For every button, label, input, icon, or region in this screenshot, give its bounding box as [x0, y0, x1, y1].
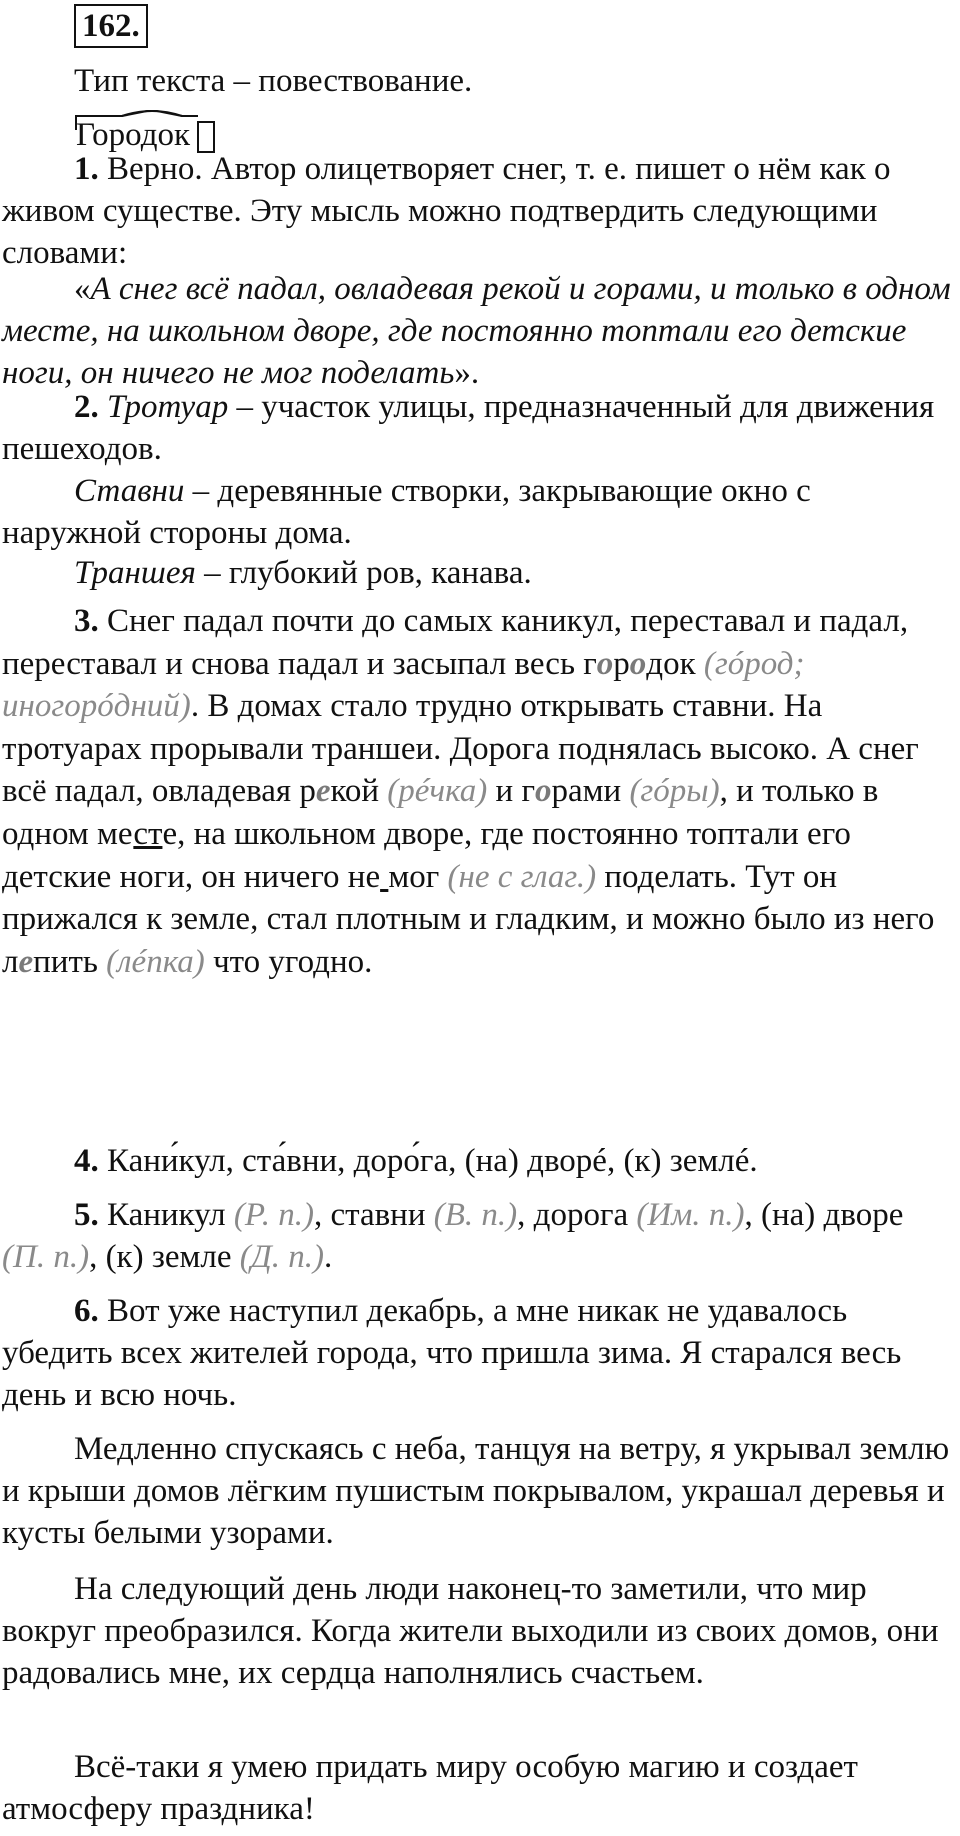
term-stavni-line	[2, 470, 952, 554]
answer-6-para-4: Всё-таки я умею придать миру особую магию и создает атмосферу праздника!	[2, 1749, 858, 1827]
term-trotuar: Тротуар	[107, 389, 229, 425]
case-note: (П. п.)	[2, 1239, 90, 1275]
answer-1-number: 1.	[74, 151, 99, 187]
title-word: Городок	[76, 117, 191, 153]
underlined-letters: ст	[133, 815, 163, 852]
vowel-mark: е	[18, 943, 34, 980]
check-word-note: (гóры)	[629, 773, 720, 810]
vowel-mark: о	[629, 645, 647, 682]
check-word-note: (лéпка)	[106, 943, 205, 980]
vowel-mark: е	[315, 773, 331, 810]
answer-5-word: , (на) дворе	[744, 1197, 904, 1233]
answer-1	[2, 148, 952, 274]
answer-3-number: 3.	[74, 603, 99, 639]
answer-3-text: Снег падал почти до самых каникул, переставал и падал, переставал и снова падал и засыпал весь г	[2, 603, 909, 682]
term-transheya-line	[2, 552, 952, 594]
answer-5	[2, 1194, 952, 1278]
answer-5-word: .	[324, 1239, 333, 1275]
answer-3	[2, 600, 952, 983]
check-word-note: (гóрод; иногорóдний)	[2, 645, 805, 725]
answer-3-text: пить	[33, 943, 107, 980]
answer-3-text: док	[646, 645, 704, 682]
term-transheya: Траншея	[74, 555, 196, 591]
check-word-note: (не с глаг.)	[447, 858, 597, 895]
answer-6	[2, 1290, 952, 1416]
answer-5-word: Каникул	[98, 1197, 234, 1233]
case-note: (Р. п.)	[233, 1197, 314, 1233]
answer-4-number: 4.	[74, 1143, 99, 1179]
answer-5-number: 5.	[74, 1197, 99, 1233]
answer-3-text: , и только в одном ме	[2, 773, 879, 852]
answer-3-text: е, на школьном дворе, где постоянно топтали его детские ноги, он ничего не	[2, 815, 851, 895]
answer-3-text: что угодно.	[204, 943, 373, 980]
text-type-line: Тип текста – повествование.	[74, 63, 473, 99]
answer-5-word: , ставни	[313, 1197, 434, 1233]
answer-6-para-3: На следующий день люди наконец-то заметили, что мир вокруг преобразился. Когда жители выходили из своих домов, они радовались мне, их сердца наполнялись счастьем.	[2, 1571, 939, 1691]
case-note: (Им. п.)	[636, 1197, 745, 1233]
vowel-mark: о	[596, 645, 614, 682]
answer-5-word: , (к) земле	[89, 1239, 240, 1275]
answer-3-text: р	[613, 645, 630, 682]
answer-4	[2, 1140, 952, 1182]
answer-3-text: поделать. Тут он прижался к земле, стал плотным и гладким, и можно было из него л	[2, 858, 935, 980]
answer-1-quote	[2, 268, 952, 394]
answer-6-number: 6.	[74, 1293, 99, 1329]
exercise-number: 162.	[74, 4, 148, 48]
quote-text: А снег всё падал, овладевая рекой и горами, и только в одном месте, на школьном дворе, где постоянно топтали его детские ноги, он ничего не мог поделать	[2, 271, 951, 391]
answer-3-text: рами	[551, 773, 630, 810]
answer-2	[2, 386, 952, 470]
answer-6-para-2: Медленно спускаясь с неба, танцуя на ветру, я укрывал землю и крыши домов лёгким пушистым покрывалом, украшал деревья и кусты белыми узорами.	[2, 1431, 950, 1551]
check-word-note: (рéчка)	[387, 773, 488, 810]
term-stavni: Ставни	[74, 473, 185, 509]
answer-2-number: 2.	[74, 389, 99, 425]
def-stavni: – деревянные створки, закрывающие окно с наружной стороны дома.	[2, 473, 811, 551]
def-trotuar: – участок улицы, предназначенный для движения пешеходов.	[2, 389, 935, 467]
quote-close: ».	[454, 355, 480, 391]
quote-open: «	[74, 271, 91, 307]
answer-3-text: . В домах стало трудно открывать ставни. На тротуарах прорывали траншеи. Дорога поднялась высоко. А снег всё падал, овладевая р	[2, 688, 919, 810]
answer-6-para-1: Вот уже наступил декабрь, а мне никак не удавалось убедить всех жителей города, что пришла зима. Я старался весь день и всю ночь.	[2, 1293, 902, 1413]
answer-3-text: мог	[388, 858, 448, 895]
answer-1-text: Верно. Автор олицетворяет снег, т. е. пишет о нём как о живом существе. Эту мысль можно подтвердить следующими словами:	[2, 151, 891, 271]
vowel-mark: о	[534, 773, 552, 810]
case-note: (В. п.)	[433, 1197, 518, 1233]
answer-3-text: и г	[487, 773, 535, 810]
case-note: (Д. п.)	[239, 1239, 324, 1275]
answer-5-word: , дорога	[517, 1197, 637, 1233]
def-transheya: – глубокий ров, канава.	[195, 555, 532, 591]
answer-3-text: кой	[330, 773, 388, 810]
answer-4-text: Кани́кул, ста́вни, доро́га, (на) дворé, (к) землé.	[98, 1143, 758, 1179]
